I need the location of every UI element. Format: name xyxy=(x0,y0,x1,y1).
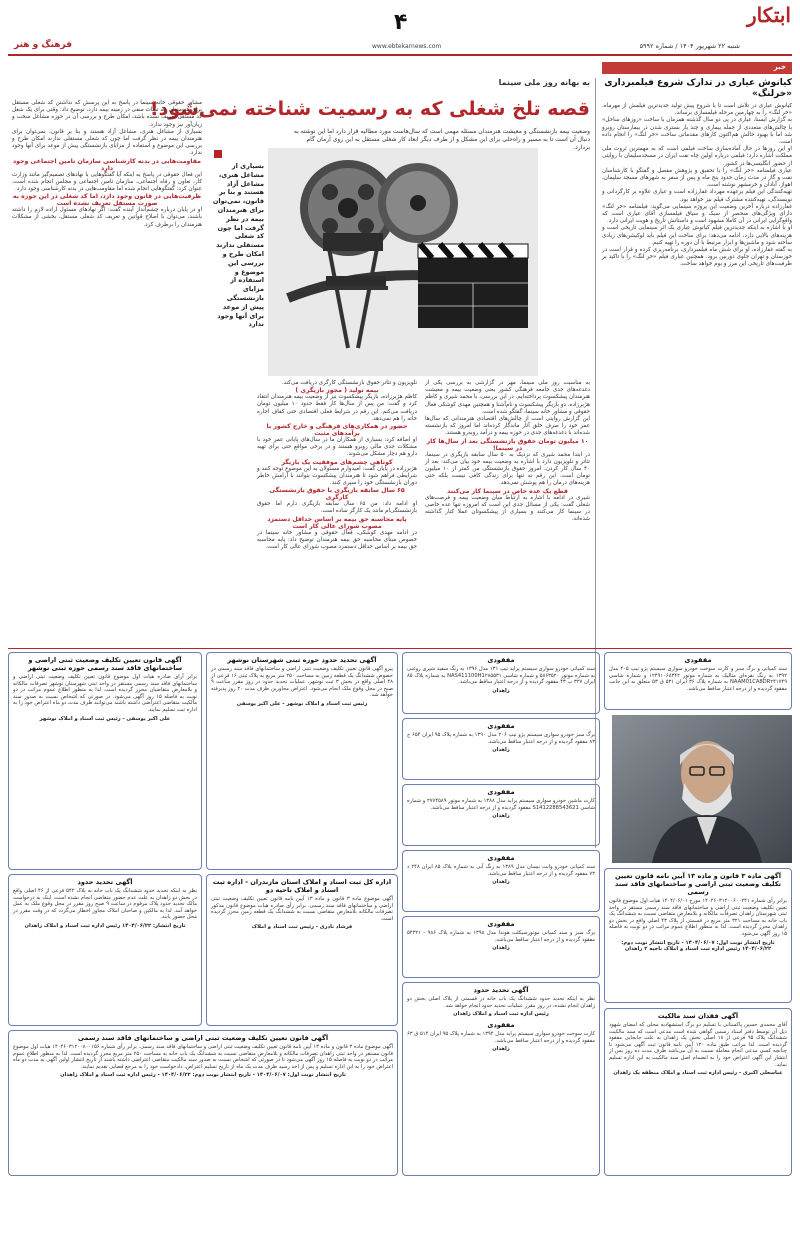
article-col-left xyxy=(12,100,202,229)
header-rule xyxy=(8,54,792,56)
ad-box xyxy=(402,916,600,978)
subhead: کوتاهی چشم‌های موفقیت یک بازیگر xyxy=(281,458,393,466)
ad-box xyxy=(604,1008,792,1176)
article-col-right xyxy=(425,380,590,523)
ad-signature: زاهدان xyxy=(492,687,510,694)
quote-marker xyxy=(214,150,222,158)
article-p2: این گزارش روایتی است از چالش‌های اقتصادی هنرمندانی که سال‌ها عمر خود را صرف خلق آثار ماندگار کرده‌اند اما امروز که بازنشسته شده‌اند با دغدغه‌های جدی در حوزه بیمه و درآمد روبه‌رو هستند. xyxy=(425,416,590,437)
ad-signature: رئیس اداره ثبت اسناد و املاک زاهدان xyxy=(453,1011,549,1018)
issue-date: شنبه ۲۲ شهریور ۱۴۰۴ / شماره ۵۹۹۲ xyxy=(639,42,740,50)
ad-box xyxy=(402,718,600,780)
ad-body: کارت سوخت خودرو سواری سیستم پراید مدل ۱۳۹۴ به شماره پلاک ۹۵ ایران ۵۱۴ ق ۶۳ مفقود گردیده و از درجه اعتبار ساقط می‌باشد. xyxy=(407,1031,596,1044)
article-p4: شیری در ادامه با اشاره به ارتباط میان وضعیت بیمه و فرصت‌های شغلی گفت: یکی از مسائل جدی این است که امروزه تنها عده خاصی در سینما کار می‌کنند و بسیاری از پیشکسوتان عملا کنار گذاشته شده‌اند. xyxy=(425,494,590,523)
subhead: حضور در همکاری‌های فرهنگی و خارج کشور با برآمدهای مثبت xyxy=(266,423,408,438)
article-p6: کاظم هژبرزاده، بازیگر پیشکسوت نیز از وضعیت بیمه هنرمندان انتقاد کرد و گفت: من پس از سال‌ها کار فقط حدود ۱۰ میلیون تومان دریافت می‌کنم. این رقم در شرایط فعلی اقتصادی حتی کفاف اجاره خانه را هم نمی‌دهد. xyxy=(257,394,417,422)
ad-body: آقای محمدی حسین پاکستانی با تسلیم دو برگ استشهادیه محلی که امضای شهود ذیل آن توسط دفتر اسناد رسمی گواهی شده است مدعی است که سند مالکیت ششدانگ پلاک ۹۵ فرعی از ۱۸ اصلی بخش یک زاهدان به علت جابجایی مفقود گردیده است. لذا مراتب طبق ماده ۱۲۰ آیین نامه قانون ثبت آگهی می‌شود تا چنانچه کسی مدعی انجام معامله نسبت به آن می‌باشد ظرف مدت ده روز پس از انتشار این آگهی اعتراض خود را به انضمام اصل سند مالکیت به این اداره تسلیم نماید. xyxy=(609,1022,787,1068)
ad-box xyxy=(402,652,600,714)
ad-title: آگهی تحدید حدود حوزه ثبتی شهرستان نوشهر xyxy=(227,656,377,664)
ad-signature: تاریخ انتشار نوبت اول: ۱۴۰۴/۰۶/۰۷ - تاریخ انتشار نوبت دوم: ۱۴۰۴/۰۶/۲۲ - رئیس اداره ثبت اسناد و املاک زاهدان xyxy=(60,1072,346,1079)
ad-title: آگهی قانون تعیین تکلیف وضعیت ثبتی اراضی و ساختمانهای فاقد سند رسمی xyxy=(77,1034,329,1042)
ad-title: آگهی تحدید حدود xyxy=(473,986,529,994)
ad-signature: علی اکبر یوسفی - رئیس ثبت اسناد و املاک نوشهر xyxy=(39,715,171,722)
ad-signature: زاهدان xyxy=(492,747,510,754)
news-label-bar xyxy=(602,62,792,74)
side-news xyxy=(602,78,792,269)
ad-signature: فرشاد نادری - رئیس ثبت اسناد و املاک xyxy=(251,924,353,931)
ad-title: مفقودی xyxy=(487,722,515,730)
ad-body: کارت ماشین خودرو سواری سیستم پراید مدل ۱۳۸۸ به شماره موتور ۲۷۷۴۵۸۹ و شماره شاسی S1412288543621 مفقود گردیده و از درجه اعتبار ساقط می‌باشد. xyxy=(407,798,596,811)
article-p3: در ابتدا محمد شیری که نزدیک به ۵۰ سال سابقه بازیگری در سینما، تئاتر و تلویزیون دارد با اشاره به وضعیت بیمه خود بیان می‌کند: بعد از ۴۰ سال کار کردن، امروز حقوق بازنشستگی من کمتر از ۱۰ میلیون تومان است. این رقم نه تنها برای زندگی کافی نیست بلکه حتی هزینه‌های درمان را هم پوشش نمی‌دهد. xyxy=(425,451,590,487)
ad-body: نظر به اینکه تحدید حدود ششدانگ یک باب خانه به پلاک ۵۴۲ فرعی از ۴۶ اصلی واقع در بخش دو زاهدان به علت عدم حضور متقاضی انجام نشده است، اینک به درخواست مالک تحدید حدود پلاک مرقوم در ساعت ۹ صبح روز مقرر در محل وقوع ملک به عمل خواهد آمد. لذا به مالکین و صاحبان املاک مجاور اخطار می‌گردد که در وقت مقرر در محل حضور یابند. xyxy=(13,888,198,921)
article-p12: بسیاری از مشاغل هنری، مشاغل آزاد هستند و بنا بر قانون، نمی‌توان برای هنرمندان بیمه در نظر گرفت اما چون کد شغلی مستقلی ندارند امکان طرح و بررسی این موضوع و استفاده از مزایای بازنشستگی پیش از موعد برای آنها وجود ندارد. xyxy=(12,128,202,157)
side-news-p8: به گفته غفارزاده، او برای شش ماه فیلمبرداری، برنامه‌ریزی کرده و قرار است در خوزستان و تهران جلوی دوربین برود. همچنین عیاری فیلم «خر لنگ» را با تاکید بر ظرفیت‌های تاریخی این مرز و بوم خواهد ساخت. xyxy=(602,247,792,268)
side-news-p6: غفارزاده درباره آخرین وضعیت این پروژه سینمایی می‌گوید: فیلمنامه «خر لنگ» دارای ویژگی‌های منحصر از سبک و سیاق فیلمسازی آقای عیاری است که واقع‌گرایی ایرانی در آن کاملا مشهود است و داستانش تاریخ و هویت ایرانی دارد. xyxy=(602,203,792,225)
side-news-title: کیانوش عیاری در تدارک شروع فیلمبرداری «خرلنگ» xyxy=(604,78,792,99)
ad-body: سند کمپانی خودرو وانت نیسان مدل ۱۳۸۹ به رنگ آبی به شماره پلاک ۸۵ ایران ۲۴۸ د ۷۳ مفقود گردیده و از درجه اعتبار ساقط می‌باشد. xyxy=(407,864,596,877)
section-title: فرهنگ و هنر xyxy=(14,40,72,50)
ad-box xyxy=(8,874,202,1026)
ads-divider xyxy=(8,648,792,649)
article-kicker: به بهانه روز ملی سینما xyxy=(498,78,590,87)
side-news-p2: به گزارش ایسنا، عیاری در پی دو سال گذشته همزمان با ساخت «روزهای ساحل» با چالش‌های متعددی از جمله بیماری و چند بار بستری شدن در بیمارستان روبرو شد اما با بهبود حالش هم‌اکنون کارهای مقدماتی ساخت «خر لنگ» را انجام داده است. xyxy=(602,117,792,146)
director-portrait xyxy=(612,715,792,863)
ad-body: برگ سبز و سند کمپانی موتورسیکلت هوندا مدل ۱۳۹۸ به شماره پلاک ۹۸۶ - ۵۴۳۲۱ مفقود گردیده و از درجه اعتبار ساقط می‌باشد. xyxy=(407,930,596,943)
ad-body: برابر رأی شماره ۱۴۰۴۶۰۳۱۲۰۰۶۰۰۲۴۱ مورخ ۱۴۰۴/۰۶/۰۱ هیات اول موضوع قانون تعیین تکلیف وضعیت ثبتی اراضی و ساختمانهای فاقد سند رسمی مستقر در واحد ثبتی شهرستان زاهدان تصرفات مالکانه و بلامعارض متقاضی نسبت به ششدانگ یک باب خانه به مساحت ۳۲۱ متر مربع در قسمتی از پلاک ۴۳ اصلی واقع در بخش دو زاهدان محرز گردیده است. لذا به منظور اطلاع عموم مراتب در دو نوبت به فاصله ۱۵ روز آگهی می‌شود. xyxy=(609,898,787,937)
side-news-p5: تهیه‌کنندگی این فیلم برعهده مهرداد غفارزاده است و عیاری علاوه بر کارگردانی و نویسندگی، تهیه‌کننده مشترک فیلم نیز خواهد بود. xyxy=(602,189,792,203)
ad-body: آگهی موضوع ماده ۳ قانون و ماده ۱۳ آیین نامه قانون تعیین تکلیف وضعیت ثبتی اراضی و ساختمانهای فاقد سند رسمی. برابر رأی صادره هیات موضوع قانون مذکور تصرفات مالکانه بلامعارض متقاضی نسبت به ششدانگ یک قطعه زمین محرز گردیده است. xyxy=(211,896,394,922)
ad-title: اداره کل ثبت اسناد و املاک استان مازندران - اداره ثبت اسناد و املاک ناحیه دو xyxy=(212,878,392,894)
ad-body: پیرو آگهی قانون تعیین تکلیف وضعیت ثبتی اراضی و ساختمانهای فاقد سند رسمی در خصوص ششدانگ یک قطعه زمین به مساحت ۲۵۰ متر مربع به پلاک ثبتی ۱۶ فرعی از ۴۸ اصلی واقع در بخش ۳ ثبت نوشهر، عملیات تحدید حدود در روز مقرر ساعت ۹ صبح در محل وقوع ملک انجام می‌شود. اعتراض مجاورین ظرف مدت ۲۰ روز پذیرفته خواهد شد. xyxy=(211,666,393,699)
side-news-p7: او با اشاره به اینکه جدیدترین فیلم کیانوش عیاری یک اثر سینمایی تاریخی است و هزینه‌های بالایی دارد، ادامه می‌دهد: برای ساخت این فیلم باید لوکیشن‌های زیادی ساخته شود و ماشین‌ها و ابزار مرتبط با آن دوره را تهیه کنیم. xyxy=(602,225,792,246)
ad-title: مفقودی xyxy=(487,788,515,796)
ad-signature: زاهدان xyxy=(492,945,510,952)
article-p14: او در پایان درباره چشم‌انداز آینده گفت: اگر نهادهای مسئول اراده لازم را داشته باشند، می‌توان با اصلاح قوانین و تعریف کد شغلی مستقل، بخشی از مشکلات هنرمندان را برطرف کرد. xyxy=(12,207,202,228)
ad-title: مفقودی xyxy=(487,656,515,664)
ad-body: سند کمپانی خودرو سواری سیستم پراید تیپ ۱۳۱ مدل ۱۳۹۶ به رنگ سفید شیری روغنی به شماره موتور ۵۸۶۳۵۲۰ و شماره شاسی NAS411100H1۲۸۵۵۳۱ به شماره پلاک ۸۵ ایران ۳۲۷ ب ۴۳ مفقود گردیده و از درجه اعتبار ساقط می‌باشد. xyxy=(407,666,595,686)
article-p13: این فعال حقوقی در پاسخ به اینکه آیا گفتگوهایی با نهادهای تصمیم‌گیر مانند وزارت کار، تعاون و رفاه اجتماعی، سازمان تامین اجتماعی و مجلس انجام شده است، عنوان کرد: گفتگوهایی انجام شده اما مقاومت‌هایی در بدنه کارشناسی وجود دارد. xyxy=(12,171,202,193)
ad-box xyxy=(8,652,202,870)
ad-title: آگهی ماده ۳ قانون و ماده ۱۳ آیین نامه قانون تعیین تکلیف وضعیت ثبتی اراضی و ساختمانهای فاقد سند رسمی xyxy=(614,872,782,896)
subhead: مقاومت‌هایی در بدنه کارشناسی سازمان تامین اجتماعی وجود دارد xyxy=(13,157,201,172)
side-news-p4: عیاری فیلمنامه «خر لنگ» را با تحقیق و پژوهش مفصل و گفتگو با کارشناسان نفت و گاز در مدت زمان حدود پنج ماه و پس از سفر به شهرهای مسجد سلیمان، اهواز، آبادان و خرمشهر نوشته است. xyxy=(602,167,792,189)
ad-title: آگهی تحدید حدود xyxy=(77,878,133,886)
ad-title: مفقودی xyxy=(487,920,515,928)
ad-box xyxy=(402,850,600,912)
ad-signature: زاهدان xyxy=(492,879,510,886)
ad-title: آگهی فقدان سند مالکیت xyxy=(657,1012,739,1020)
subhead: ۶۵ سال سابقه بازیگری با حقوق بازنشستگی کارگری xyxy=(269,487,405,502)
ad-signature: تاریخ انتشار نوبت اول: ۱۴۰۴/۰۶/۰۷ - تاریخ انتشار نوبت دوم: ۱۴۰۴/۰۶/۲۲ رئیس اداره ثبت اسناد و املاک ناحیه ۲ زاهدان xyxy=(621,939,775,952)
newspaper-logo: ابتکار xyxy=(747,3,791,27)
ad-box xyxy=(8,1030,398,1176)
ad-signature: زاهدان xyxy=(492,1046,510,1053)
side-news-p3: او این روزها در حال آماده‌سازی ساخت فیلمی است که به مهمترین ثروت ملی مملکت اشاره دارد؛ فیلمی درباره اولین چاه نفت ایران در مسجدسلیمان با روایتی از حضور انگلیسی‌ها در کشور. xyxy=(602,146,792,167)
article-p5: تلویزیون و تئاتر حقوق بازنشستگی کارگری دریافت می‌کند. xyxy=(281,380,417,386)
ad-box xyxy=(402,784,600,846)
subhead: بیمه تولید ( مجوز بازیگری ) xyxy=(295,387,379,395)
subhead: ۱۰ میلیون تومان حقوق بازنشستگی بعد از سال‌ها کار در سینما! xyxy=(426,437,589,452)
subhead: پایه محاسبه حق بیمه بر اساس حداقل دستمزد مصوب شورای عالی کار است xyxy=(267,515,407,530)
ad-body: برابر آرای صادره هیات اول موضوع قانون تعیین تکلیف وضعیت ثبتی اراضی و ساختمانهای فاقد سند رسمی مستقر در واحد ثبتی شهرستان نوشهر تصرفات مالکانه و بلامعارض متقاضیان محرز گردیده است. لذا به منظور اطلاع عموم مراتب در دو نوبت به فاصله ۱۵ روز آگهی می‌شود. در صورتی که اشخاص نسبت به صدور سند مالکیت متقاضی اعتراضی داشته باشند می‌توانند ظرف مدت دو ماه اعتراض خود را به اداره ثبت تسلیم نمایند. xyxy=(13,674,198,713)
subhead: قطع یک عده خاص در سینما کار می‌کنند xyxy=(447,487,568,495)
ad-body: برگ سبز خودرو سواری سیستم پژو تیپ ۲۰۶ مدل ۱۳۹۰ به شماره پلاک ۹۵ ایران ۶۵۴ ج ۸۳ مفقود گردیده و از درجه اعتبار ساقط می‌باشد. xyxy=(407,732,596,745)
article-lead: وضعیت بیمه بازنشستگی و معیشت هنرمندان مسئله مهمی است که سال‌هاست مورد مطالبه قرار دارد اما این نوشته به دنبال آن است تا به مسیر و راه‌حلی برای این مشکل و از طرف دیگر ابعاد کار شغلی مستقل به این روی آرمان گام بردارد. xyxy=(293,128,590,151)
ad-body: آگهی موضوع ماده ۳ قانون و ماده ۱۳ آیین نامه قانون تعیین تکلیف وضعیت ثبتی اراضی و ساختمانهای فاقد سند رسمی. برابر رأی شماره ۱۴۰۴۶۰۳۱۲۰۰۸۰۰۱۵۶ هیات اول موضوع قانون مستقر در واحد ثبتی زاهدان تصرفات مالکانه و بلامعارض متقاضی نسبت به ششدانگ یک باب خانه به مساحت ۲۵۰ متر مربع محرز گردیده است. لذا به منظور اطلاع عموم مراتب در دو نوبت به فاصله ۱۵ روز آگهی می‌شود تا در صورتی که اشخاص نسبت به صدور سند مالکیت متقاضی اعتراضی داشته باشند از تاریخ انتشار اولین آگهی به مدت دو ماه اعتراض خود را به این اداره تسلیم و پس از اخذ رسید ظرف مدت یک ماه از تاریخ تسلیم اعتراض، دادخواست خود را به مرجع قضایی تقدیم نمایند. xyxy=(13,1044,394,1070)
ad-box xyxy=(206,874,398,1026)
ad-box xyxy=(604,868,792,1003)
news-label: خبر xyxy=(773,63,786,71)
ad-box xyxy=(402,982,600,1176)
pull-quote: بسیاری از مشاغل هنری، مشاغل آزاد هستند و بنا بر قانون، نمی‌توان برای هنرمندان بیمه در نظر گرفت اما چون کد شغلی مستقلی ندارند امکان طرح و بررسی این موضوع و استفاده از مزایای بازنشستگی پیش از موعد برای آنها وجود ندارد xyxy=(212,162,264,329)
ad-title: مفقودی xyxy=(684,656,712,664)
article-p9: او ادامه داد: من ۶۵ سال سابقه بازیگری دارم اما حقوق بازنشستگی‌ام مانند یک کارگر ساده است. xyxy=(257,501,417,515)
article-title: قصه تلخ شغلی که به رسمیت شناخته نمی‌شود! xyxy=(149,98,590,120)
subhead: ظرفیت‌هایی در قانون وجود دارد، اما کد شغلی در این حوزه به صورت مستقل تعریف نشده است xyxy=(12,193,202,208)
ad-title: مفقودی xyxy=(487,854,515,862)
article-p8: هژبرزاده در پایان گفت: امیدوارم مسئولان به این موضوع توجه کنند و شرایطی فراهم شود تا هنرمندان پیشکسوت بتوانند با آرامش خاطر دوران بازنشستگی خود را سپری کنند. xyxy=(257,465,417,487)
ad-title: مفقودی xyxy=(487,1021,515,1030)
article-p1: به مناسبت روز ملی سینما، مهر در گزارشی به بررسی یکی از دغدغه‌های جدی جامعه فرهنگی کشور یعنی وضعیت بیمه و معیشت هنرمندان پیشکسوت پرداخته‌ایم. در این بررسی، با محمد شیری و کاظم هژبرزاده، دو بازیگر پیشکسوت و نام‌آشنا و همچنین مهدی کوشکی فعال حقوقی و مشاور خانه سینما، گفتگو شده است. xyxy=(425,380,590,415)
ad-body: نظر به اینکه تحدید حدود ششدانگ یک باب خانه در قسمتی از پلاک اصلی بخش دو زاهدان انجام نشده، در روز مقرر عملیات تحدید حدود انجام خواهد شد. xyxy=(407,996,595,1009)
article-p7: او اضافه کرد: بسیاری از همکاران ما در سال‌های پایانی عمر خود با مشکلات جدی مالی روبرو هستند و در برخی مواقع حتی برای تهیه دارو هم دچار مشکل می‌شوند. xyxy=(257,437,417,458)
ad-signature: عباسعلی اکبری - رئیس اداره ثبت اسناد و املاک منطقه یک زاهدان xyxy=(613,1070,783,1077)
ad-body: سند کمپانی و برگ سبز و کارت سوخت خودرو سواری سیستم پژو تیپ ۴۰۵ مدل ۱۳۹۲ به رنگ نقره‌ای متالیک به شماره موتور ۱۲۴۹۱۰۶۸۳۴۲ و شماره شاسی NAAM01CA8DR۲۴۱۷۴۹ به شماره پلاک ۳۶ ایران ۵۳۱ ق ۵۳ متعلق به این جانب مفقود گردیده و از درجه اعتبار ساقط می‌باشد. xyxy=(609,666,788,692)
ad-box xyxy=(206,652,398,870)
ad-signature: زاهدان xyxy=(492,813,510,820)
ad-signature: رئیس ثبت اسناد و املاک نوشهر - علی اکبر یوسفی xyxy=(236,700,368,707)
article-col-mid xyxy=(257,380,417,551)
side-news-p1: کیانوش عیاری در تلاش است تا با شروع پیش تولید جدیدترین فیلمش از مهرماه، «خر لنگ» را به چهارمین مرحله فیلمسازی برساند. xyxy=(602,103,792,117)
site-url[interactable]: www.ebtekarnews.com xyxy=(372,43,442,50)
ad-box xyxy=(604,652,792,710)
cinema-photo xyxy=(268,148,538,376)
ad-title: آگهی قانون تعیین تکلیف وضعیت ثبتی اراضی و ساختمانهای فاقد سند رسمی حوزه ثبتی نوشهر xyxy=(27,656,183,672)
ad-signature: تاریخ انتشار: ۱۴۰۴/۰۶/۲۲ رئیس اداره ثبت اسناد و املاک زاهدان xyxy=(24,922,186,929)
masthead xyxy=(0,0,800,60)
article-p11: مشاور حقوقی خانه سینما در پاسخ به این پرسش که نداشتن کد شغلی مستقل برای هنرمندان چه تبعات منفی در زمینه بیمه دارد، توضیح داد: وقتی برای یک شغل کد مستقل تعریف نشده باشد، امکان طرح و بررسی آن در حوزه مشاغل سخت و زیان‌آور نیز وجود ندارد. xyxy=(12,100,202,128)
article-p10: در ادامه مهدی کوشکی، فعال حقوقی و مشاور خانه سینما در خصوص مبنای محاسبه حق بیمه هنرمندان توضیح داد: پایه محاسبه حق بیمه بر اساس حداقل دستمزد مصوب شورای عالی کار است. xyxy=(257,529,417,551)
page-number: ۴ xyxy=(394,10,408,35)
